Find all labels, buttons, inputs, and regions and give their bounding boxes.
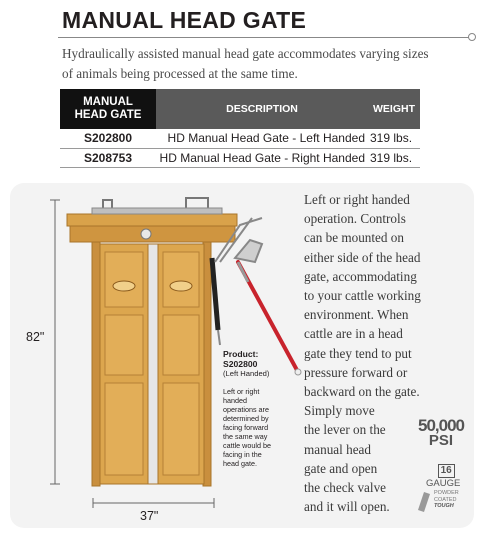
product-note bbox=[223, 387, 289, 468]
psi-unit: PSI bbox=[428, 432, 454, 449]
side-text-line: gate they tend to put bbox=[304, 345, 412, 361]
page-title: MANUAL HEAD GATE bbox=[62, 7, 307, 33]
right-door bbox=[158, 244, 204, 484]
gate-second-beam bbox=[70, 226, 235, 242]
powder-coated-text bbox=[434, 490, 459, 510]
side-text-line: manual head bbox=[304, 441, 372, 457]
side-text-line: either side of the head bbox=[304, 249, 421, 265]
side-text-line: Left or right handed bbox=[304, 192, 410, 207]
gauge-number: 16 bbox=[438, 464, 455, 478]
side-text-line: operation. Controls bbox=[304, 211, 406, 227]
product-note-line: the same way bbox=[223, 432, 268, 441]
powder-coated-icon bbox=[416, 490, 432, 512]
gauge-word: GAUGE bbox=[426, 478, 461, 489]
powder-line: COATED bbox=[434, 496, 457, 503]
side-text-line: the lever on the bbox=[304, 422, 386, 438]
product-caption bbox=[223, 349, 289, 468]
product-note-line: handed bbox=[223, 396, 247, 405]
side-text-line: can be mounted on bbox=[304, 230, 404, 246]
product-label: Product: bbox=[223, 349, 259, 359]
psi-value: 50,000 bbox=[418, 416, 464, 435]
side-text-line: cattle are in a head bbox=[304, 326, 403, 342]
header-description: DESCRIPTION bbox=[156, 89, 368, 129]
height-dimension-label: 82" bbox=[26, 330, 45, 344]
hydraulic-cylinder bbox=[212, 258, 220, 345]
product-note-line: facing in the bbox=[223, 450, 262, 459]
product-note-line: head gate. bbox=[223, 459, 257, 468]
row-weight: 319 lbs. bbox=[368, 129, 420, 148]
side-text-line: to your cattle working bbox=[304, 288, 421, 304]
side-text-line: backward on the gate. bbox=[304, 384, 420, 400]
row-description: HD Manual Head Gate - Left Handed bbox=[156, 129, 368, 148]
side-text-line: pressure forward or bbox=[304, 364, 408, 380]
product-note-line: facing forward bbox=[223, 423, 269, 432]
header-model-line2: HEAD GATE bbox=[74, 109, 142, 121]
gate-top-beam bbox=[67, 214, 237, 226]
powder-tough: TOUGH bbox=[434, 503, 454, 509]
powder-line: POWDER bbox=[434, 490, 459, 496]
product-hand: (Left Handed) bbox=[223, 369, 270, 378]
side-description bbox=[304, 190, 444, 516]
side-text-line: and it will open. bbox=[304, 499, 390, 515]
row-description: HD Manual Head Gate - Right Handed bbox=[156, 148, 368, 167]
product-note-line: operations are bbox=[223, 405, 269, 414]
psi-badge bbox=[418, 418, 464, 448]
side-text-line: Simply move bbox=[304, 403, 375, 419]
gauge-badge bbox=[426, 460, 461, 489]
width-dimension-label: 37" bbox=[140, 509, 159, 523]
side-text-line: environment. When bbox=[304, 307, 409, 323]
product-note-line: cattle would be bbox=[223, 441, 271, 450]
intro-paragraph: Hydraulically assisted manual head gate accommodates varying sizes of animals being processed at the same time. bbox=[62, 46, 429, 81]
row-model: S202800 bbox=[60, 129, 156, 148]
side-text-line: gate and open bbox=[304, 460, 378, 476]
product-number: S202800 bbox=[223, 359, 258, 369]
height-dimension-line bbox=[50, 200, 60, 484]
header-weight: WEIGHT bbox=[368, 89, 420, 129]
product-note-line: determined by bbox=[223, 414, 269, 423]
side-text-line: the check valve bbox=[304, 480, 387, 496]
header-model-line1: MANUAL bbox=[83, 96, 133, 108]
row-weight: 319 lbs. bbox=[368, 148, 420, 167]
side-text-line: gate, accommodating bbox=[304, 268, 417, 284]
width-dimension-line bbox=[93, 498, 214, 508]
row-model: S208753 bbox=[60, 148, 156, 167]
left-post bbox=[92, 242, 100, 486]
product-note-line: Left or right bbox=[223, 387, 260, 396]
left-door bbox=[100, 244, 148, 484]
